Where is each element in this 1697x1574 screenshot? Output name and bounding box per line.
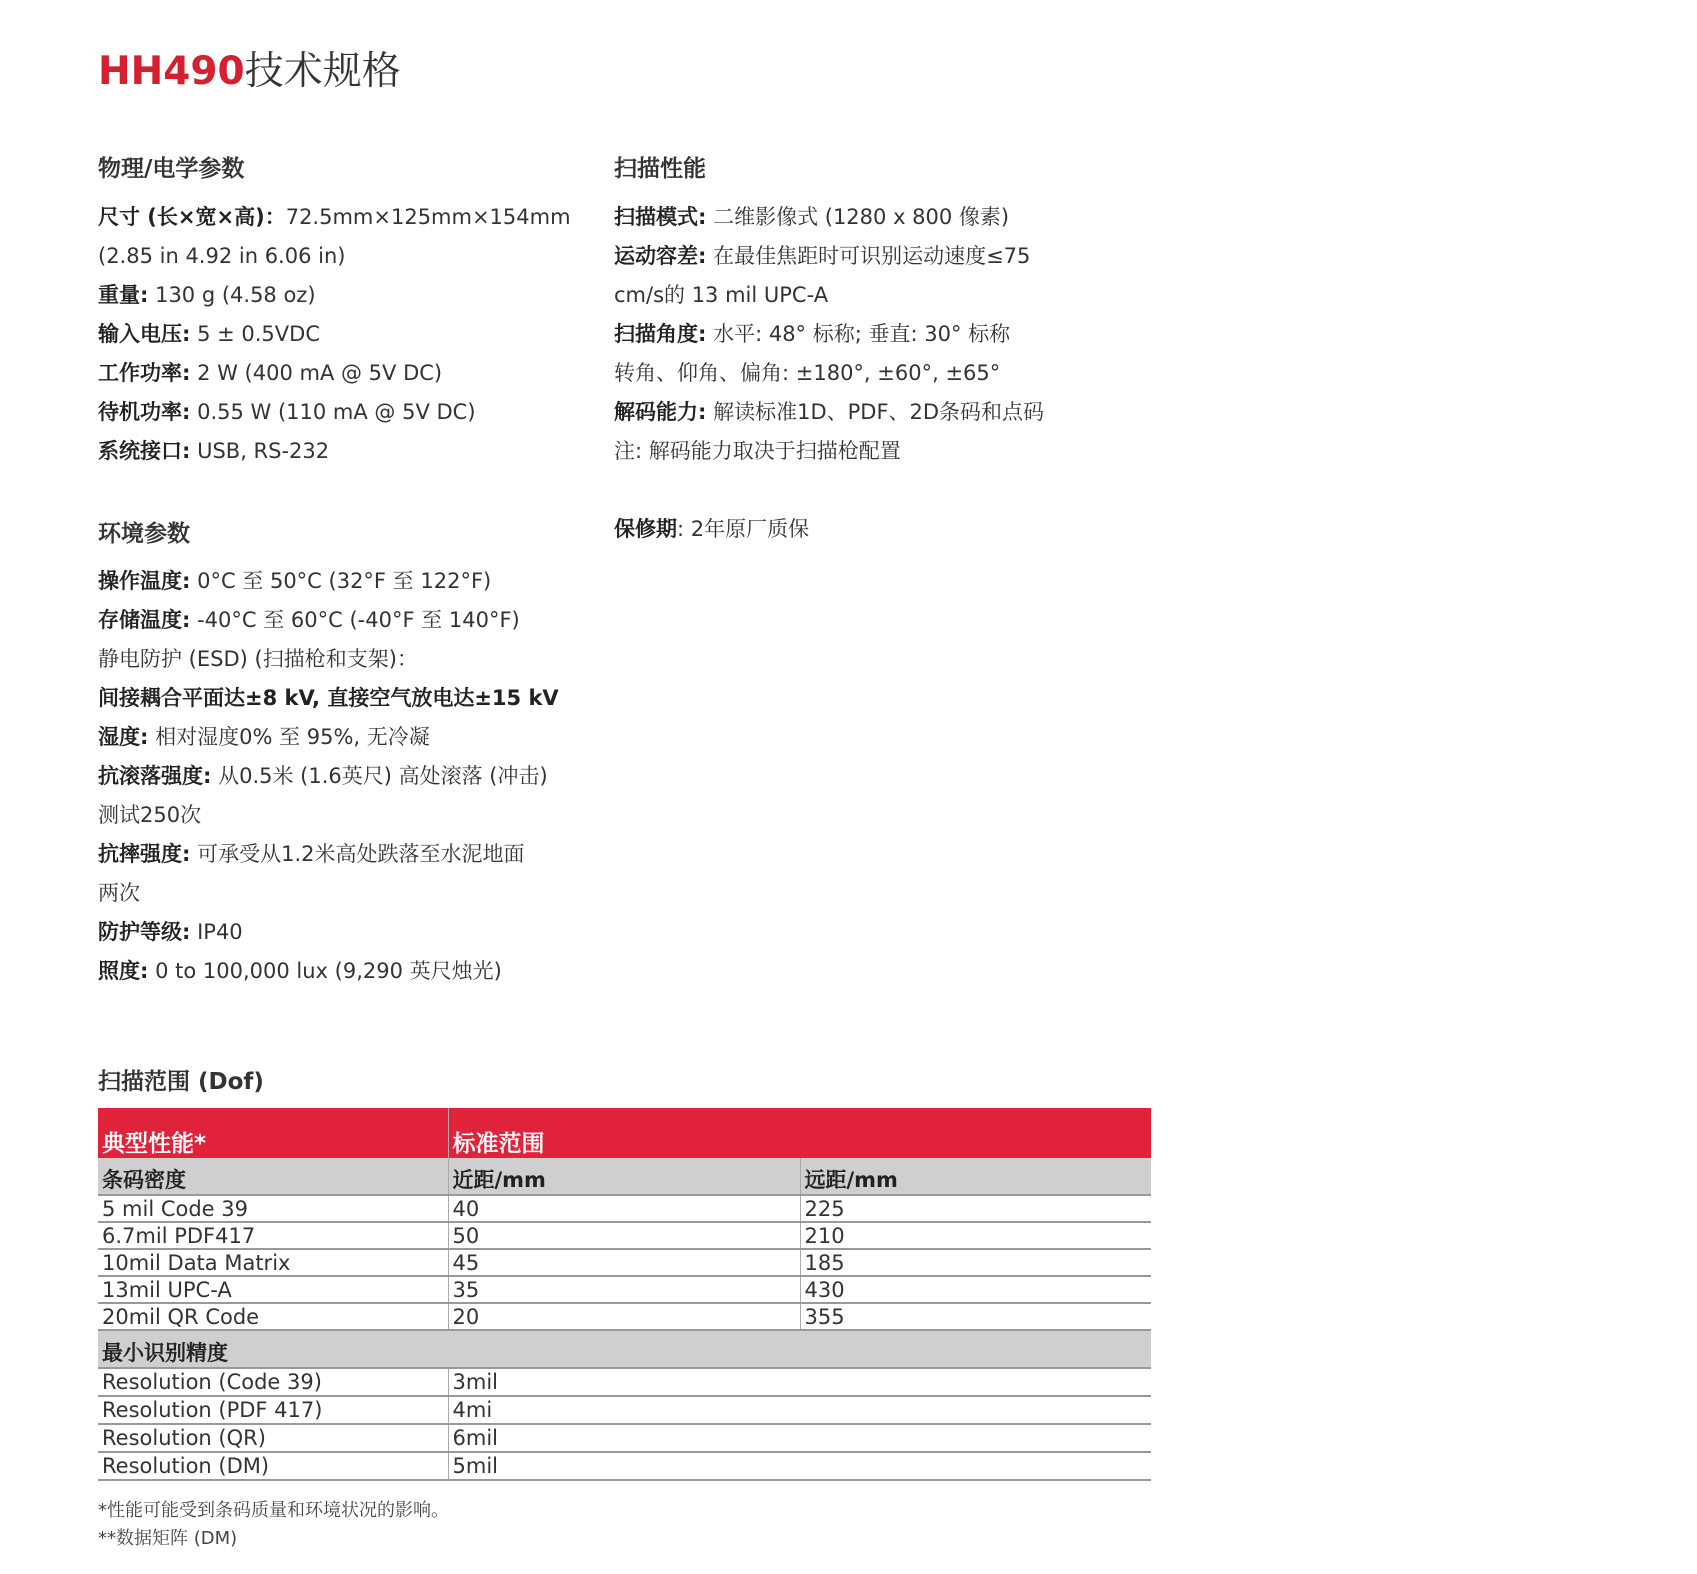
table-row bbox=[98, 1276, 1151, 1303]
table-cell: 20mil QR Code bbox=[98, 1303, 448, 1330]
resolution-heading-row bbox=[98, 1330, 1151, 1368]
table-cell: Resolution (Code 39) bbox=[98, 1368, 448, 1396]
table-cell: 10mil Data Matrix bbox=[98, 1249, 448, 1276]
table-cell: 5mil bbox=[448, 1452, 1151, 1480]
spec-line bbox=[98, 718, 559, 757]
spec-value: 静电防护 (ESD) (扫描枪和支架)： bbox=[98, 647, 418, 671]
spec-label: 照度: bbox=[98, 959, 149, 983]
resolution-heading: 最小识别精度 bbox=[98, 1330, 1151, 1368]
physical-specs bbox=[98, 198, 571, 471]
spec-value: 在最佳焦距时可识别运动速度≤75 bbox=[706, 244, 1031, 268]
spec-line bbox=[98, 796, 559, 835]
spec-line bbox=[98, 874, 559, 913]
table-cell: Resolution (DM) bbox=[98, 1452, 448, 1480]
spec-label: 湿度: bbox=[98, 725, 149, 749]
table-cell: 50 bbox=[448, 1222, 800, 1249]
spec-label: 操作温度: bbox=[98, 569, 191, 593]
table-row bbox=[98, 1222, 1151, 1249]
spec-line bbox=[614, 315, 1044, 354]
spec-label: 防护等级: bbox=[98, 920, 191, 944]
scan-specs bbox=[614, 198, 1044, 471]
table-cell: 40 bbox=[448, 1195, 800, 1222]
spec-value: 0.55 W (110 mA @ 5V DC) bbox=[190, 400, 476, 424]
env-specs bbox=[98, 562, 559, 991]
table-row bbox=[98, 1195, 1151, 1222]
spec-value: 可承受从1.2米高处跌落至水泥地面 bbox=[190, 842, 525, 866]
env-heading: 环境参数 bbox=[98, 521, 190, 547]
spec-line bbox=[98, 835, 559, 874]
footnote: **数据矩阵 (DM) bbox=[98, 1528, 238, 1549]
spec-line bbox=[614, 354, 1044, 393]
spec-label: 抗摔强度: bbox=[98, 842, 191, 866]
spec-label: 间接耦合平面达±8 kV, 直接空气放电达±15 kV bbox=[98, 686, 559, 710]
spec-value: 二维影像式 (1280 x 800 像素) bbox=[706, 205, 1010, 229]
dof-table bbox=[98, 1108, 1151, 1481]
table-cell: 355 bbox=[800, 1303, 1151, 1330]
table-cell: 225 bbox=[800, 1195, 1151, 1222]
table-header-row: 典型性能* 标准范围 bbox=[98, 1108, 1151, 1158]
table-cell: 4mi bbox=[448, 1396, 1151, 1424]
spec-line bbox=[98, 640, 559, 679]
spec-value: 0°C 至 50°C (32°F 至 122°F) bbox=[190, 569, 492, 593]
spec-value: 注: 解码能力取决于扫描枪配置 bbox=[614, 439, 901, 463]
table-cell: Resolution (PDF 417) bbox=[98, 1396, 448, 1424]
table-cell: 35 bbox=[448, 1276, 800, 1303]
table-row bbox=[98, 1396, 1151, 1424]
table-row bbox=[98, 1249, 1151, 1276]
spec-line bbox=[98, 315, 571, 354]
spec-value: 0 to 100,000 lux (9,290 英尺烛光) bbox=[148, 959, 502, 983]
spec-value: 从0.5米 (1.6英尺) 高处滚落 (冲击) bbox=[211, 764, 548, 788]
table-row bbox=[98, 1452, 1151, 1480]
physical-heading: 物理/电学参数 bbox=[98, 156, 245, 182]
spec-line bbox=[98, 952, 559, 991]
spec-label: 扫描模式: bbox=[614, 205, 707, 229]
page-title: HH490技术规格 bbox=[98, 49, 401, 94]
spec-line bbox=[98, 354, 571, 393]
table-row bbox=[98, 1368, 1151, 1396]
table-row bbox=[98, 1303, 1151, 1330]
spec-label: 存储温度: bbox=[98, 608, 191, 632]
spec-value: 转角、仰角、偏角: ±180°, ±60°, ±65° bbox=[614, 361, 1001, 385]
spec-line bbox=[98, 679, 559, 718]
scan-heading: 扫描性能 bbox=[614, 156, 706, 182]
dof-heading: 扫描范围 (Dof) bbox=[98, 1069, 264, 1095]
table-row bbox=[98, 1424, 1151, 1452]
table-subheader-row: 条码密度 近距/mm 远距/mm bbox=[98, 1158, 1151, 1195]
spec-label: 运动容差: bbox=[614, 244, 707, 268]
spec-line bbox=[98, 562, 559, 601]
spec-line bbox=[98, 432, 571, 471]
spec-label: 输入电压: bbox=[98, 322, 191, 346]
spec-line bbox=[98, 601, 559, 640]
spec-value: 两次 bbox=[98, 881, 140, 905]
spec-value: IP40 bbox=[190, 920, 243, 944]
spec-value: USB, RS-232 bbox=[190, 439, 330, 463]
spec-value: (2.85 in 4.92 in 6.06 in) bbox=[98, 244, 346, 268]
table-cell: 430 bbox=[800, 1276, 1151, 1303]
spec-line bbox=[98, 198, 571, 237]
spec-value: cm/s的 13 mil UPC-A bbox=[614, 283, 829, 307]
spec-value: 130 g (4.58 oz) bbox=[148, 283, 316, 307]
table-cell: 5 mil Code 39 bbox=[98, 1195, 448, 1222]
spec-line bbox=[614, 432, 1044, 471]
table-cell: 185 bbox=[800, 1249, 1151, 1276]
spec-value: 72.5mm×125mm×154mm bbox=[285, 205, 571, 229]
spec-label: 解码能力: bbox=[614, 400, 707, 424]
spec-label: 尺寸 (长×宽×高)： bbox=[98, 205, 286, 229]
spec-line bbox=[98, 237, 571, 276]
spec-line bbox=[98, 757, 559, 796]
spec-line bbox=[614, 393, 1044, 432]
spec-label: 待机功率: bbox=[98, 400, 191, 424]
spec-label: 工作功率: bbox=[98, 361, 191, 385]
table-cell: 6mil bbox=[448, 1424, 1151, 1452]
spec-label: 抗滚落强度: bbox=[98, 764, 212, 788]
spec-label: 扫描角度: bbox=[614, 322, 707, 346]
table-cell: 20 bbox=[448, 1303, 800, 1330]
spec-line bbox=[98, 913, 559, 952]
table-cell: Resolution (QR) bbox=[98, 1424, 448, 1452]
spec-label: 重量: bbox=[98, 283, 149, 307]
spec-value: -40°C 至 60°C (-40°F 至 140°F) bbox=[190, 608, 520, 632]
spec-line bbox=[614, 237, 1044, 276]
spec-value: 测试250次 bbox=[98, 803, 202, 827]
table-cell: 45 bbox=[448, 1249, 800, 1276]
table-cell: 210 bbox=[800, 1222, 1151, 1249]
warranty: 保修期: 2年原厂质保 bbox=[614, 517, 810, 541]
table-cell: 13mil UPC-A bbox=[98, 1276, 448, 1303]
spec-value: 2 W (400 mA @ 5V DC) bbox=[190, 361, 443, 385]
footnote: *性能可能受到条码质量和环境状况的影响。 bbox=[98, 1500, 449, 1521]
spec-line bbox=[98, 276, 571, 315]
table-cell: 6.7mil PDF417 bbox=[98, 1222, 448, 1249]
spec-value: 水平: 48° 标称; 垂直: 30° 标称 bbox=[706, 322, 1011, 346]
spec-value: 5 ± 0.5VDC bbox=[190, 322, 320, 346]
spec-label: 系统接口: bbox=[98, 439, 191, 463]
spec-line bbox=[614, 198, 1044, 237]
spec-value: 解读标准1D、PDF、2D条码和点码 bbox=[706, 400, 1045, 424]
spec-line bbox=[614, 276, 1044, 315]
spec-line bbox=[98, 393, 571, 432]
table-cell: 3mil bbox=[448, 1368, 1151, 1396]
spec-value: 相对湿度0% 至 95%, 无冷凝 bbox=[148, 725, 430, 749]
